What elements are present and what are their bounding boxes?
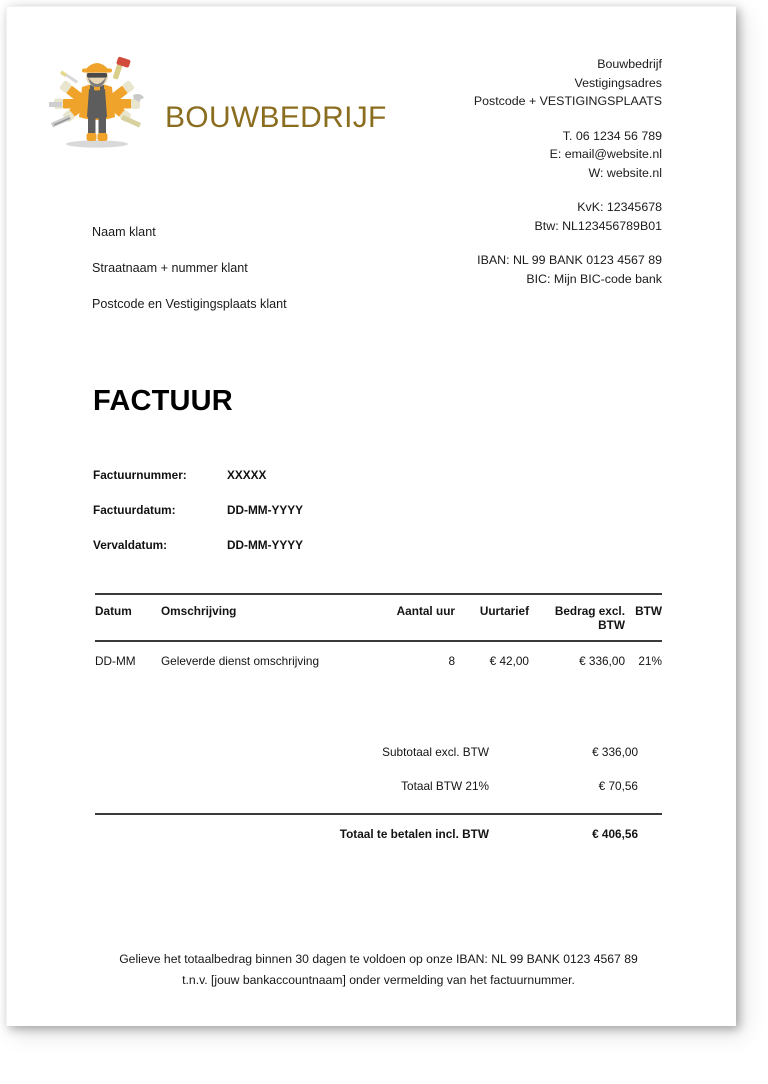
payment-terms-line-2: t.n.v. [jouw bankaccountnaam] onder vermelding van het factuurnummer. (182, 973, 575, 987)
invoice-date-label: Factuurdatum: (93, 503, 176, 517)
company-city: Postcode + VESTIGINGSPLAATS (473, 94, 662, 108)
company-details (332, 55, 662, 288)
invoice-number-row (93, 468, 303, 482)
company-website: W: website.nl (588, 165, 662, 180)
payment-terms-footer (95, 949, 662, 991)
customer-street: Straatnaam + nummer klant (92, 261, 248, 275)
column-header-btw: BTW (635, 604, 662, 618)
customer-address-block (92, 225, 287, 311)
cell-bedrag: € 336,00 (579, 654, 625, 668)
company-registration-group (332, 198, 662, 235)
vat-label: Totaal BTW 21% (401, 779, 489, 793)
subtotal-label: Subtotaal excl. BTW (382, 745, 489, 759)
subtotal-value: € 336,00 (592, 745, 638, 759)
cell-uurtarief: € 42,00 (489, 654, 529, 668)
logo-wordmark: BOUWBEDRIJF (165, 101, 387, 134)
customer-city: Postcode en Vestigingsplaats klant (92, 297, 287, 311)
company-logo (45, 49, 387, 153)
company-name: Bouwbedrijf (597, 57, 662, 71)
subtotal-row (95, 745, 662, 779)
vat-value: € 70,56 (598, 779, 638, 793)
grand-total-label: Totaal te betalen incl. BTW (339, 827, 489, 841)
invoice-date-row (93, 503, 303, 517)
table-row (95, 642, 662, 676)
company-kvk: KvK: 12345678 (577, 200, 662, 214)
invoice-number-value: XXXXX (227, 468, 267, 482)
company-phone: T. 06 1234 56 789 (562, 128, 662, 143)
due-date-row (93, 538, 303, 552)
invoice-meta (93, 468, 303, 552)
company-btw: Btw: NL123456789B01 (534, 218, 662, 233)
company-bic: BIC: Mijn BIC-code bank (526, 271, 662, 286)
invoice-number-label: Factuurnummer: (93, 468, 187, 482)
invoice-page (6, 6, 736, 1026)
column-header-bedrag: Bedrag excl. BTW (554, 604, 625, 632)
totals-block (95, 745, 662, 841)
vat-row (95, 779, 662, 813)
page-title: FACTUUR (93, 385, 233, 417)
company-contact-group (332, 127, 662, 183)
payment-terms-line-1: Gelieve het totaalbedrag binnen 30 dagen te voldoen op onze IBAN: NL 99 BANK 0123 4567 89 (119, 952, 638, 966)
grand-total-value: € 406,56 (592, 827, 638, 841)
company-email: E: email@website.nl (549, 147, 662, 161)
column-header-aantal-uur: Aantal uur (396, 604, 455, 618)
table-header-row (95, 595, 662, 640)
cell-datum: DD-MM (95, 654, 136, 668)
column-header-omschrijving: Omschrijving (161, 604, 237, 618)
cell-omschrijving: Geleverde dienst omschrijving (161, 654, 320, 668)
totals-rule (95, 813, 662, 815)
construction-worker-multi-tool-icon (45, 49, 149, 153)
company-iban: IBAN: NL 99 BANK 0123 4567 89 (477, 253, 662, 267)
due-date-label: Vervaldatum: (93, 538, 168, 552)
company-street: Vestigingsadres (574, 75, 662, 90)
cell-aantal-uur: 8 (448, 654, 455, 668)
cell-btw: 21% (638, 654, 662, 668)
due-date-value: DD-MM-YYYY (227, 538, 304, 552)
column-header-uurtarief: Uurtarief (479, 604, 529, 618)
column-header-datum: Datum (95, 604, 132, 618)
company-bank-group (332, 251, 662, 288)
line-items-table (95, 593, 662, 676)
grand-total-row (95, 827, 662, 841)
invoice-date-value: DD-MM-YYYY (227, 503, 304, 517)
company-address-group (332, 55, 662, 111)
customer-name: Naam klant (92, 225, 156, 239)
